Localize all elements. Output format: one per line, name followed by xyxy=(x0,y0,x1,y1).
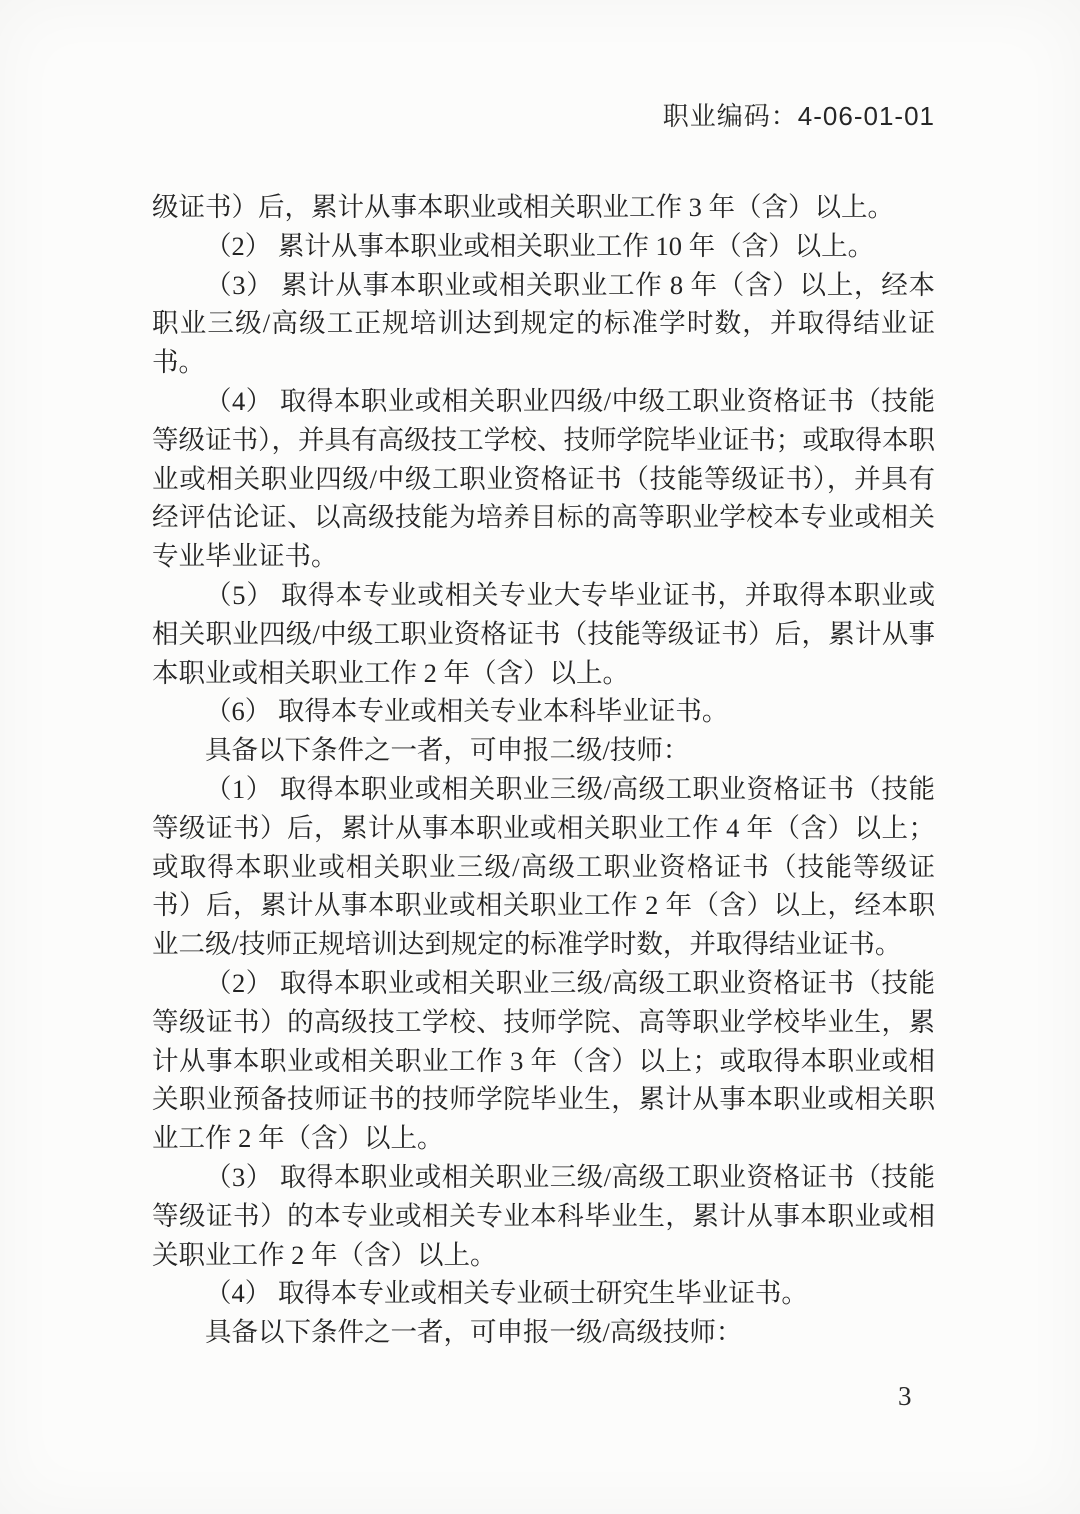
clause-paragraph: （4） 取得本专业或相关专业硕士研究生毕业证书。 xyxy=(205,1278,808,1309)
clause-paragraph: （2） 累计从事本职业或相关职业工作 10 年（含）以上。 xyxy=(205,230,875,261)
clause-paragraph: （3） 取得本职业或相关职业三级/高级工职业资格证书（技能等级证书）的本专业或相关专业本科毕业生，累计从事本职业或相关职业工作 2 年（含）以上。 xyxy=(152,1161,935,1270)
clause-paragraph: （6） 取得本专业或相关专业本科毕业证书。 xyxy=(205,696,729,727)
clause-paragraph: （1） 取得本职业或相关职业三级/高级工职业资格证书（技能等级证书）后，累计从事本职业或相关职业工作 4 年（含）以上；或取得本职业或相关职业三级/高级工职业资格证书（技能等级证书）后，累计从事本职业或相关职业工作 2 年（含）以上，经本职业二级/技师正规培训达到规定的标准学时数，并取得结业证书。 xyxy=(152,773,935,960)
paragraph-continuation: 级证书）后，累计从事本职业或相关职业工作 3 年（含）以上。 xyxy=(152,192,894,222)
document-body xyxy=(152,188,935,1352)
clause-paragraph: （5） 取得本专业或相关专业大专毕业证书，并取得本职业或相关职业四级/中级工职业资格证书（技能等级证书）后，累计从事本职业或相关职业工作 2 年（含）以上。 xyxy=(152,579,935,688)
section-lead-paragraph: 具备以下条件之一者，可申报二级/技师： xyxy=(205,735,690,766)
page-header xyxy=(152,100,935,132)
section-lead-paragraph: 具备以下条件之一者，可申报一级/高级技师： xyxy=(205,1317,743,1348)
clause-paragraph: （3） 累计从事本职业或相关职业工作 8 年（含）以上，经本职业三级/高级工正规培训达到规定的标准学时数，并取得结业证书。 xyxy=(152,269,935,378)
clause-paragraph: （2） 取得本职业或相关职业三级/高级工职业资格证书（技能等级证书）的高级技工学校、技师学院、高等职业学校毕业生，累计从事本职业或相关职业工作 3 年（含）以上；或取得本职业或相关职业预备技师证书的技师学院毕业生，累计从事本职业或相关职业工作 2 年（含）以上。 xyxy=(152,967,935,1154)
clause-paragraph: （4） 取得本职业或相关职业四级/中级工职业资格证书（技能等级证书），并具有高级技工学校、技师学院毕业证书；或取得本职业或相关职业四级/中级工职业资格证书（技能等级证书），并具有经评估论证、以高级技能为培养目标的高等职业学校本专业或相关专业毕业证书。 xyxy=(152,385,935,572)
occupation-code-label: 职业编码：4-06-01-01 xyxy=(662,101,935,131)
page-number: 3 xyxy=(898,1381,912,1411)
